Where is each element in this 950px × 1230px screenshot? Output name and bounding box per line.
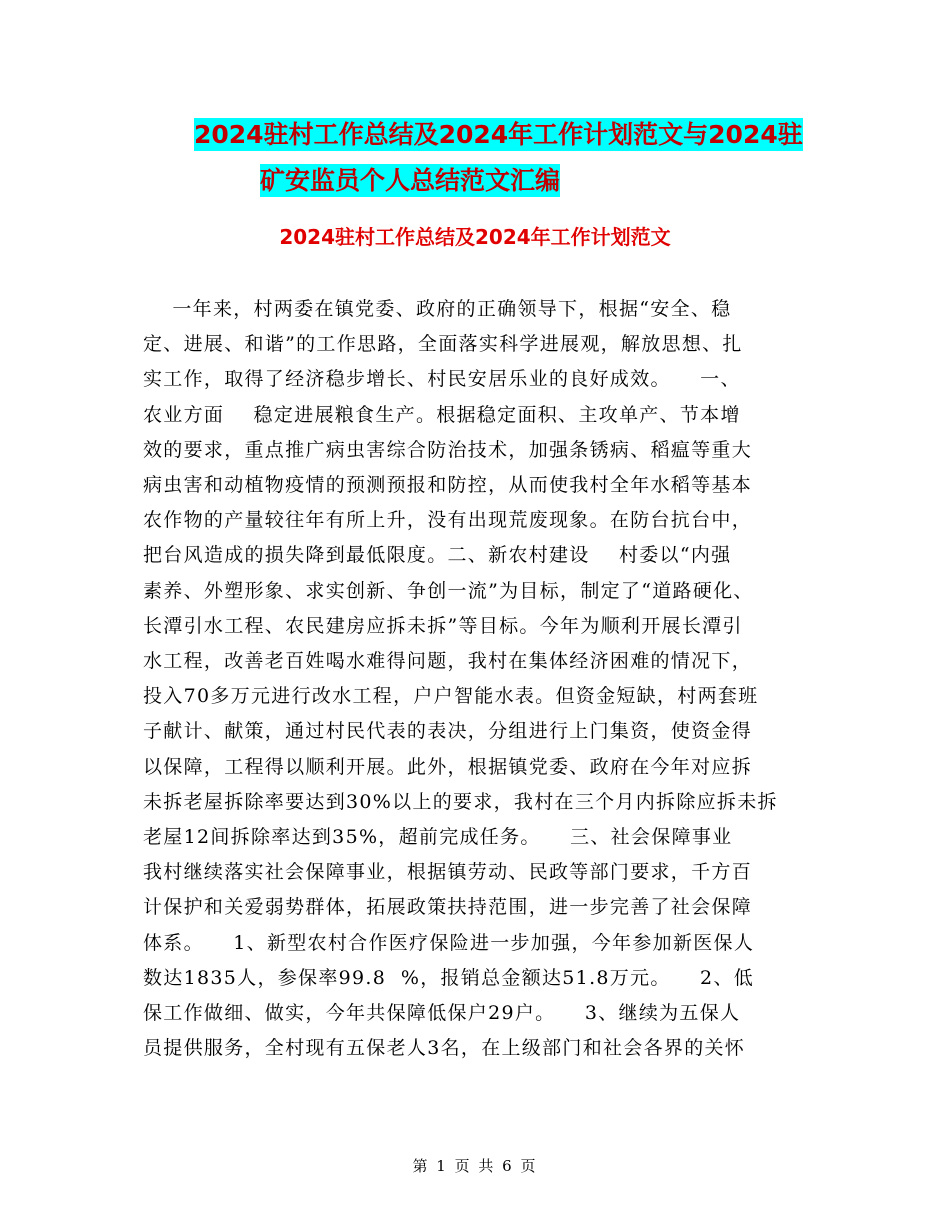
body-paragraph	[143, 292, 803, 1066]
body-line: 投入70多万元进行改水工程，户户智能水表。但资金短缺，村两套班	[143, 685, 759, 708]
body-line: 农业方面 稳定进展粮食生产。根据稳定面积、主攻单产、节本增	[143, 403, 741, 426]
body-line: 一年来，村两委在镇党委、政府的正确领导下，根据“安全、稳	[143, 298, 732, 320]
body-line: 体系。 1、新型农村合作医疗保险进一步加强，今年参加新医保人	[143, 931, 755, 954]
body-line: 把台风造成的损失降到最低限度。二、新农村建设 村委以“内强	[143, 544, 732, 567]
document-title	[160, 112, 820, 204]
page-footer: 第 1 页 共 6 页	[412, 1157, 538, 1175]
body-line: 我村继续落实社会保障事业，根据镇劳动、民政等部门要求，千方百	[143, 861, 753, 884]
body-line: 农作物的产量较往年有所上升，没有出现荒废现象。在防台抗台中，	[143, 509, 753, 532]
body-line: 实工作，取得了经济稳步增长、村民安居乐业的良好成效。 一、	[143, 368, 741, 391]
body-line: 效的要求，重点推广病虫害综合防治技术，加强条锈病、稻瘟等重大	[143, 438, 753, 461]
body-line: 以保障，工程得以顺利开展。此外，根据镇党委、政府在今年对应拆	[143, 755, 753, 778]
title-line-2: 矿安监员个人总结范文汇编	[260, 166, 561, 195]
title-line-1: 2024驻村工作总结及2024年工作计划范文与2024驻	[194, 120, 803, 149]
body-line: 保工作做细、做实，今年共保障低保户29户。 3、继续为五保人	[143, 1002, 741, 1025]
body-line: 数达1835人，参保率99.8 %，报销总金额达51.8万元。 2、低	[143, 966, 755, 989]
body-line: 老屋12间拆除率达到35%，超前完成任务。 三、社会保障事业	[143, 826, 733, 849]
body-line: 未拆老屋拆除率要达到30%以上的要求，我村在三个月内拆除应拆未拆	[143, 790, 778, 813]
body-line: 子献计、献策，通过村民代表的表决，分组进行上门集资，使资金得	[143, 720, 753, 743]
body-line: 定、进展、和谐”的工作思路，全面落实科学进展观，解放思想、扎	[143, 333, 743, 356]
section-title: 2024驻村工作总结及2024年工作计划范文	[279, 225, 671, 249]
body-line: 病虫害和动植物疫情的预测预报和防控，从而使我村全年水稻等基本	[143, 474, 753, 497]
body-line: 员提供服务，全村现有五保老人3名，在上级部门和社会各界的关怀	[143, 1037, 746, 1060]
body-line: 素养、外塑形象、求实创新、争创一流”为目标，制定了“道路硬化、	[143, 579, 754, 602]
body-line: 计保护和关爱弱势群体，拓展政策扶持范围，进一步完善了社会保障	[143, 896, 753, 919]
body-line: 长潭引水工程、农民建房应拆未拆”等目标。今年为顺利开展长潭引	[143, 614, 743, 637]
body-line: 水工程，改善老百姓喝水难得问题，我村在集体经济困难的情况下，	[143, 650, 753, 673]
